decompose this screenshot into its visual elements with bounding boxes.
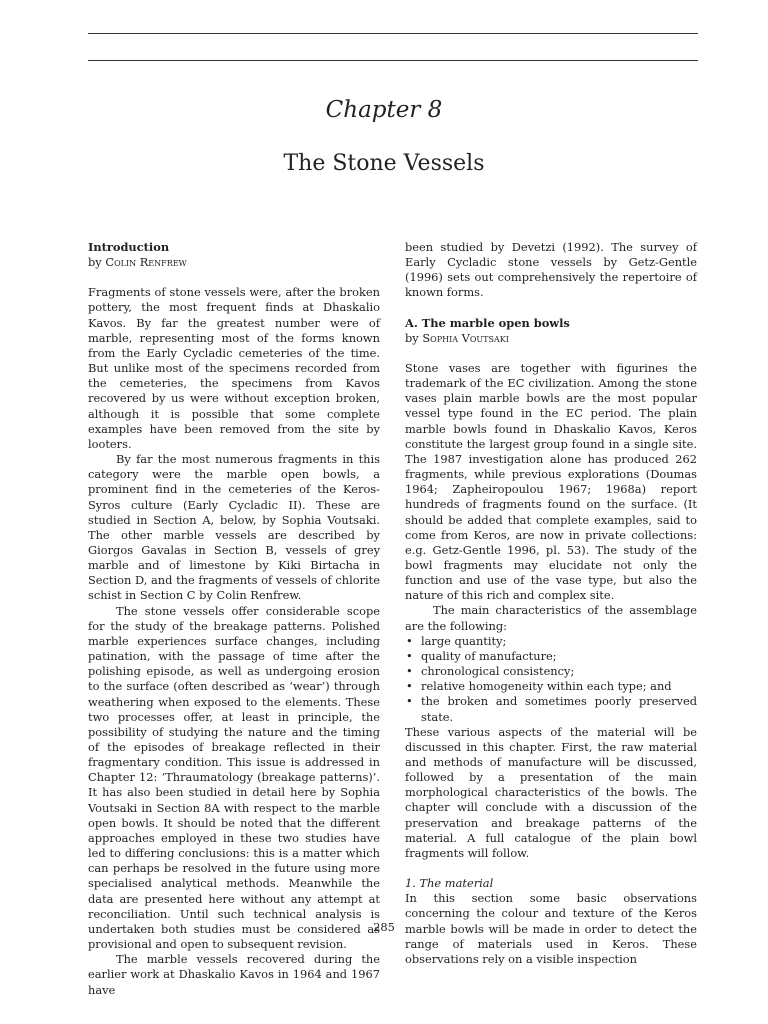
section-a-paragraph-3: These various aspects of the material will be discussed in this chapter. First, the raw material and methods of manufacture will be discussed, followed by a presentation of the main morphological characteristics of the bowls. The chapter will conclude with a discussion of the preservation and breakage patterns of the material. A full catalogue of the plain bowl fragments will follow. [405,724,697,860]
chapter-title: The Stone Vessels [283,151,485,176]
section-a-paragraph-2: The main characteristics of the assemblage are the following: [405,603,697,633]
introduction-heading: Introduction [88,240,170,254]
bullet-icon: • [406,679,413,694]
list-item: • the broken and sometimes poorly preserved state. [406,694,697,724]
chapter-label: Chapter 8 [325,97,443,123]
intro-paragraph-2: By far the most numerous fragments in this category were the marble open bowls, a prominent find in the cemeteries of the Keros-Syros culture (Early Cycladic II). These are studied in Section A, below, by Sophia Voutsaki. The other marble vessels are described by Giorgos Gavalas in Section B, vessels of grey marble and of limestone by Kiki Birtacha in Section D, and the fragments of vessels of chlorite schist in Section C by Colin Renfrew. [88,452,380,603]
bullet-icon: • [406,648,413,663]
bullet-icon: • [406,694,413,709]
subsection-heading: 1. The material [405,876,494,891]
characteristics-list [405,634,697,725]
page-number: 285 [373,920,395,934]
material-paragraph: In this section some basic observations concerning the colour and texture of the Keros marble bowls will be made in order to detect the range of materials used in Keros. These observations rely on a visible inspection [405,891,697,966]
bullet-icon: • [406,664,413,679]
section-a-byline [405,331,697,346]
section-a-author: Sophia Voutsaki [422,330,509,345]
section-a-heading: A. The marble open bowls [405,315,570,330]
list-item: • large quantity; [406,633,507,648]
header-rule [88,60,698,61]
byline-prefix: by [405,330,419,345]
byline-prefix: by [88,255,102,270]
intro-paragraph-4: The marble vessels recovered during the earlier work at Dhaskalio Kavos in 1964 and 1967 have [88,952,380,997]
introduction-author: Colin Renfrew [105,255,187,270]
list-item: • chronological consistency; [406,664,575,679]
bullet-icon: • [406,633,413,648]
list-item: • quality of manufacture; [406,648,557,663]
intro-paragraph-3: The stone vessels offer considerable scope for the study of the breakage patterns. Polished marble experiences surface changes, including patination, with the passage of time after the polishing episode, as well as undergoing erosion to the surface (often described as ‘wear’) through weathering when exposed to the elements. These two processes offer, at least in principle, the possibility of studying the nature and the timing of the episodes of breakage reflected in their fragmentary condition. This issue is addressed in Chapter 12: ‘Thraumatology (breakage patterns)’. It has also been studied in detail here by Sophia Voutsaki in Section 8A with respect to the marble open bowls. It should be noted that the different approaches employed in these two studies have led to differing conclusions: this is a matter which can perhaps be resolved in the future using more specialised analytical methods. Meanwhile the data are presented here without any attempt at reconciliation. Until such technical analysis is undertaken both studies must be considered as provisional and open to subsequent revision. [88,603,380,952]
list-item: • relative homogeneity within each type; and [406,679,672,694]
right-column [405,240,697,967]
introduction-byline [88,255,380,270]
top-rule [88,33,698,34]
section-a-paragraph-1: Stone vases are together with figurines the trademark of the EC civilization. Among the stone vases plain marble bowls are the most popular vessel type found in the EC period. The plain marble bowls found in Dhaskalio Kavos, Keros constitute the largest group found in a single site. The 1987 investigation alone has produced 262 fragments, while previous explorations (Doumas 1964; Zapheiropoulou 1967; 1968a) report hundreds of fragments found on the surface. (It should be added that complete examples, said to come from Keros, are now in private collections: e.g. Getz-Gentle 1996, pl. 53). The study of the bowl fragments may elucidate not only the function and use of the vase type, but also the nature of this rich and complex site. [405,360,697,603]
intro-paragraph-1: Fragments of stone vessels were, after the broken pottery, the most frequent finds at Dhaskalio Kavos. By far the greatest number were of marble, representing most of the forms known from the Early Cycladic cemeteries of the time. But unlike most of the specimens recorded from the cemeteries, the specimens from Kavos recovered by us were without exception broken, although it is possible that some complete examples have been removed from the site by looters. [88,285,380,451]
continuation-paragraph: been studied by Devetzi (1992). The survey of Early Cycladic stone vessels by Getz-Gentle (1996) sets out comprehensively the repertoire of known forms. [405,240,697,300]
left-column [88,240,380,998]
